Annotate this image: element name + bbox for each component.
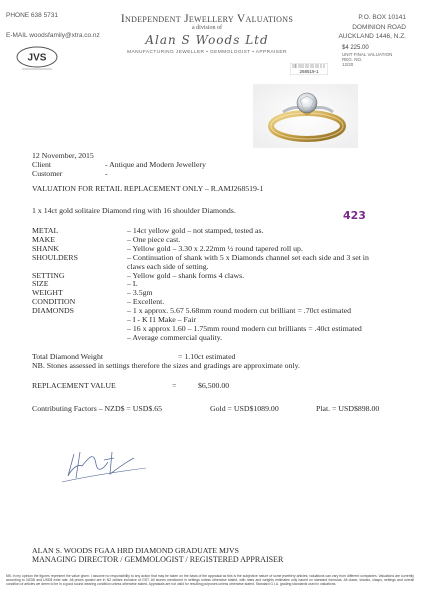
detail-label: MAKE xyxy=(32,234,55,244)
phone-number: PHONE 638 5731 xyxy=(6,12,59,19)
company-subtitle: a division of xyxy=(192,25,222,31)
gold-rate: Gold = USD$1089.00 xyxy=(210,404,279,413)
detail-value: – 1 x approx. 5.67 5.68mm round modern cut brilliant = .70ct estimated xyxy=(127,306,351,316)
stamp-line1: UNIT FINAL VALUATION xyxy=(342,52,393,57)
detail-value: claws each side of setting. xyxy=(127,261,209,271)
logo-text: JVS xyxy=(27,52,47,64)
ring-photo xyxy=(253,84,358,148)
company-title: Independent Jewellery Valuations xyxy=(120,13,294,25)
detail-label: METAL xyxy=(32,226,59,235)
total-weight-value: = 1.10ct estimated xyxy=(178,352,236,361)
detail-value: – I - K I1 Make – Fair xyxy=(127,315,197,324)
document-date: 12 November, 2015 xyxy=(32,151,94,160)
detail-label: DIAMONDS xyxy=(32,306,75,316)
company-name: Alan S Woods Ltd xyxy=(145,33,269,47)
contributing-factors: Contributing Factors – NZD$ = USD$.65 xyxy=(32,404,163,413)
detail-value: – Average commercial quality. xyxy=(127,332,223,342)
company-tagline: MANUFACTURING JEWELLER • GEMMOLOGIST • APPRAISER xyxy=(127,50,287,55)
replacement-value: $6,500.00 xyxy=(198,381,230,390)
customer-value: - xyxy=(105,169,108,178)
client-label: Client xyxy=(32,160,52,169)
po-city: AUCKLAND 1446, N.Z. xyxy=(338,33,406,40)
total-weight-label: Total Diamond Weight xyxy=(32,352,104,361)
email-address: E-MAIL woodsfamily@xtra.co.nz xyxy=(6,32,100,39)
detail-value: – 16 x approx 1.60 – 1.75mm round modern cut brilliants = .40ct estimated xyxy=(127,323,362,333)
item-title: 1 x 14ct gold solitaire Diamond ring with 16 shoulder Diamonds. xyxy=(32,206,236,215)
po-box: P.O. BOX 10141 xyxy=(358,14,406,21)
plat-rate: Plat. = USD$898.00 xyxy=(316,404,380,413)
detail-label: CONDITION xyxy=(32,297,76,307)
replacement-eq: = xyxy=(172,381,177,390)
signatory-roles: MANAGING DIRECTOR / GEMMOLOGIST / REGISTERED APPRAISER xyxy=(32,555,284,564)
client-value: - Antique and Modern Jewellery xyxy=(105,160,206,169)
detail-value: – 3.5gm xyxy=(127,288,153,298)
handwritten-number: 423 xyxy=(343,209,366,222)
po-road: DOMINION ROAD xyxy=(352,24,406,31)
detail-value: – Yellow gold – shank forms 4 claws. xyxy=(127,270,245,280)
detail-label: SETTING xyxy=(32,270,65,280)
disclaimer: NB. In my opinion the figures represent the value given. I assume no responsibility to any action that may be taken on the basis of the appraisal as this is the subjective nature of some jewellery articles; valuations can vary from different companies. Valuations are currently according to NZD$ and USD$ exist rate. All prices quoted are in NZ dollars inclusive of GST. All stones mentioned in settings unless otherwise stated, with rates and weights estimates only based on standard formulas. All claws, shanks, clasps, settings and overall condition of articles we deem to be in a good sound wearing condition unless otherwise stated. Appraisals are not valid for resulting purposes unless otherwise stated. Standard G.I.A. grading standards used in valuations. xyxy=(6,574,414,587)
jvs-logo-icon xyxy=(14,45,60,71)
detail-value: – L xyxy=(127,279,138,289)
stamp-line3: 12/20 xyxy=(342,62,354,67)
detail-label: WEIGHT xyxy=(32,288,63,298)
replacement-label: REPLACEMENT VALUE xyxy=(32,381,116,390)
reference-number: 268519-1 xyxy=(299,69,319,74)
detail-value: – 14ct yellow gold – not stamped, tested as. xyxy=(127,226,264,235)
detail-value: – Excellent. xyxy=(127,297,165,307)
stamp-value: $4 225.00 xyxy=(342,45,369,51)
signatory-name: ALAN S. WOODS FGAA HRD DIAMOND GRADUATE MJVS xyxy=(32,546,239,555)
nb-note: NB. Stones assessed in settings therefore the sizes and gradings are approximate only. xyxy=(32,361,300,370)
detail-value: – Yellow gold – 3.30 x 2.22mm ½ round tapered roll up. xyxy=(127,243,303,253)
detail-label: SIZE xyxy=(32,279,49,289)
detail-label: SHOULDERS xyxy=(32,252,78,262)
signature xyxy=(60,438,150,488)
stamp-line2: REG. NO. xyxy=(342,57,363,62)
detail-label: SHANK xyxy=(32,243,59,253)
valuation-title: VALUATION FOR RETAIL REPLACEMENT ONLY – R.AMJ268519-1 xyxy=(32,184,264,193)
detail-value: – One piece cast. xyxy=(127,234,181,244)
detail-value: – Continuation of shank with 5 x Diamonds channel set each side and 3 set in xyxy=(127,252,369,262)
customer-label: Customer xyxy=(32,169,63,178)
